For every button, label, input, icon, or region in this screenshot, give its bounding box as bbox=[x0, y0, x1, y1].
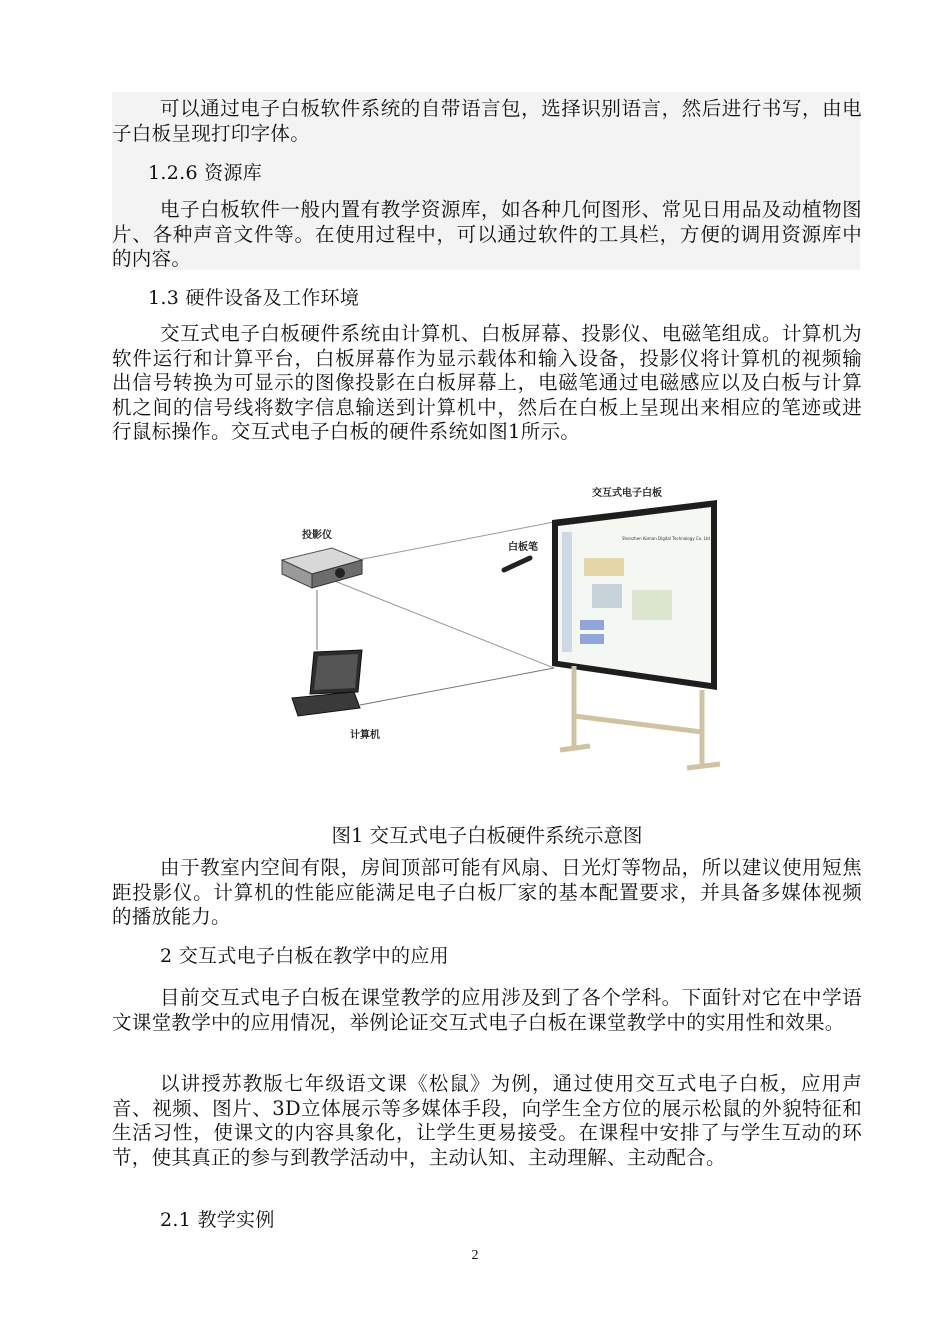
label-projector: 投影仪 bbox=[302, 530, 332, 541]
heading-1-3: 1.3 硬件设备及工作环境 bbox=[148, 287, 360, 309]
heading-1-2-6: 1.2.6 资源库 bbox=[148, 162, 263, 184]
hardware-diagram bbox=[262, 480, 752, 800]
hardware-system-figure bbox=[262, 480, 752, 800]
pen-icon bbox=[504, 558, 530, 570]
whiteboard-icon bbox=[552, 500, 717, 690]
figure-caption: 图1 交互式电子白板硬件系统示意图 bbox=[331, 824, 643, 847]
label-pen: 白板笔 bbox=[508, 542, 538, 553]
whiteboard-screen-text: Shenzhen Koman Digital Technology Co. Ltd bbox=[622, 536, 710, 541]
page-number: 2 bbox=[471, 1248, 479, 1263]
laptop-icon bbox=[292, 650, 362, 716]
label-computer: 计算机 bbox=[350, 730, 380, 741]
paragraph-resource-library: 电子白板软件一般内置有教学资源库，如各种几何图形、常见日用品及动植物图片、各种声音文件等。在使用过程中，可以通过软件的工具栏，方便的调用资源库中的内容。 bbox=[112, 198, 862, 270]
projection-beam-bottom bbox=[332, 580, 554, 668]
heading-2: 2 交互式电子白板在教学中的应用 bbox=[160, 945, 449, 967]
projector-icon bbox=[282, 548, 362, 588]
label-whiteboard: 交互式电子白板 bbox=[592, 488, 662, 499]
paragraph-squirrel-lesson: 以讲授苏教版七年级语文课《松鼠》为例，通过使用交互式电子白板，应用声音、视频、图片、3D立体展示等多媒体手段，向学生全方位的展示松鼠的外貌特征和生活习性，使课文的内容具象化，让学生更易接受。在课程中安排了与学生互动的环节，使其真正的参与到教学活动中，主动认知、主动理解、主动配合。 bbox=[112, 1072, 862, 1169]
paragraph-handwriting-language: 可以通过电子白板软件系统的自带语言包，选择识别语言，然后进行书写，由电子白板呈现打印字体。 bbox=[112, 97, 862, 145]
heading-2-1: 2.1 教学实例 bbox=[160, 1209, 275, 1231]
paragraph-hardware-system: 交互式电子白板硬件系统由计算机、白板屏幕、投影仪、电磁笔组成。计算机为软件运行和计算平台，白板屏幕作为显示载体和输入设备，投影仪将计算机的视频输出信号转换为可显示的图像投影在白板屏幕上，电磁笔通过电磁感应以及白板与计算机之间的信号线将数字信息输送到计算机中，然后在白板上呈现出来相应的笔迹或进行鼠标操作。交互式电子白板的硬件系统如图1所示。 bbox=[112, 322, 862, 443]
paragraph-projector-advice: 由于教室内空间有限，房间顶部可能有风扇、日光灯等物品，所以建议使用短焦距投影仪。计算机的性能应能满足电子白板厂家的基本配置要求，并具备多媒体视频的播放能力。 bbox=[112, 856, 862, 928]
paragraph-application-overview: 目前交互式电子白板在课堂教学的应用涉及到了各个学科。下面针对它在中学语文课堂教学中的应用情况，举例论证交互式电子白板在课堂教学中的实用性和效果。 bbox=[112, 986, 862, 1034]
computer-cable bbox=[360, 668, 554, 705]
